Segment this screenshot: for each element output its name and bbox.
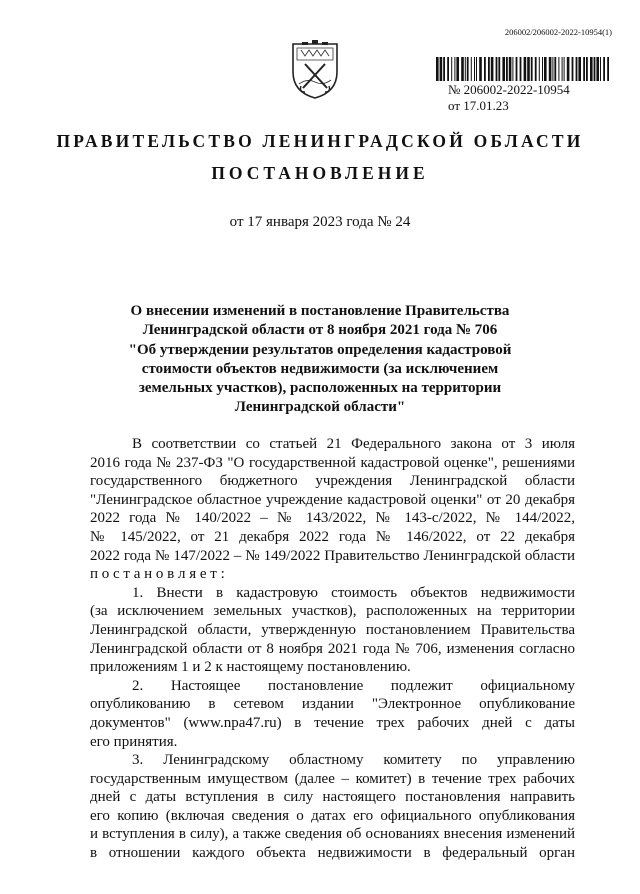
- body-line: дней с даты вступления в силу настоящего постановления направить: [90, 789, 575, 806]
- document-body: [90, 435, 575, 863]
- title-line: "Об утверждении результатов определения кадастровой: [128, 341, 512, 358]
- coat-of-arms-icon: [287, 38, 343, 100]
- registration-number: № 206002-2022-10954: [448, 82, 570, 97]
- body-line: документов" (www.npa47.ru) в течение трех рабочих дней с даты: [90, 714, 575, 731]
- title-line: Ленинградской области": [234, 399, 406, 416]
- body-line: государственного бюджетного учреждения Ленинградской области: [90, 473, 575, 490]
- body-line: государственным имуществом (далее – комитет) в течение трех рабочих: [90, 770, 575, 787]
- document-title: [100, 302, 540, 418]
- barcode-icon: [436, 57, 612, 81]
- authority-name: ПРАВИТЕЛЬСТВО ЛЕНИНГРАДСКОЙ ОБЛАСТИ: [56, 131, 584, 151]
- body-line: 2022 года № 147/2022 – № 149/2022 Правительство Ленинградской области: [90, 547, 575, 564]
- body-line: 2. Настоящее постановление подлежит официальному: [132, 677, 575, 694]
- document-id: 206002/206002-2022-10954(1): [504, 27, 612, 37]
- title-line: Ленинградской области от 8 ноября 2021 года № 706: [142, 322, 498, 339]
- body-line: Ленинградской области, утвержденную постановлением Правительства: [90, 621, 575, 638]
- document-date-number: от 17 января 2023 года № 24: [229, 214, 411, 230]
- document-type: ПОСТАНОВЛЕНИЕ: [211, 163, 429, 183]
- body-line: (за исключением земельных участков), расположенных на территории: [90, 603, 575, 620]
- title-line: земельных участков), расположенных на территории: [138, 380, 502, 397]
- body-line: приложениям 1 и 2 к настоящему постановлению.: [90, 659, 411, 676]
- body-line: 2016 года № 237-ФЗ "О государственной кадастровой оценке", решениями: [90, 454, 575, 471]
- body-line: 3. Ленинградскому областному комитету по управлению: [132, 752, 575, 769]
- body-line: в отношении каждого объекта недвижимости в федеральный орган: [90, 845, 575, 862]
- body-line: его копию (включая сведения о датах его официального опубликования: [90, 807, 575, 824]
- body-line: № 145/2022, от 21 декабря 2022 года № 146/2022, от 22 декабря: [90, 528, 575, 545]
- body-line: 1. Внести в кадастровую стоимость объектов недвижимости: [132, 584, 575, 601]
- body-line: и вступления в силу), а также сведения об основаниях внесения изменений: [90, 826, 575, 843]
- body-line: 2022 года № 140/2022 – № 143/2022, № 143-с/2022, № 144/2022,: [90, 510, 575, 527]
- body-line: его принятия.: [90, 733, 178, 750]
- body-line: Ленинградской области от 8 ноября 2021 года № 706, изменения согласно: [90, 640, 575, 657]
- registration-date: от 17.01.23: [448, 98, 509, 113]
- title-line: стоимости объектов недвижимости (за исключением: [141, 360, 499, 377]
- title-line: О внесении изменений в постановление Правительства: [130, 303, 510, 319]
- body-line: п о с т а н о в л я е т :: [90, 566, 225, 583]
- body-line: В соответствии со статьей 21 Федерального закона от 3 июля: [132, 436, 575, 452]
- body-line: "Ленинградское областное учреждение кадастровой оценки" от 20 декабря: [90, 491, 575, 508]
- body-line: опубликованию в сетевом издании "Электронное опубликование: [90, 696, 575, 713]
